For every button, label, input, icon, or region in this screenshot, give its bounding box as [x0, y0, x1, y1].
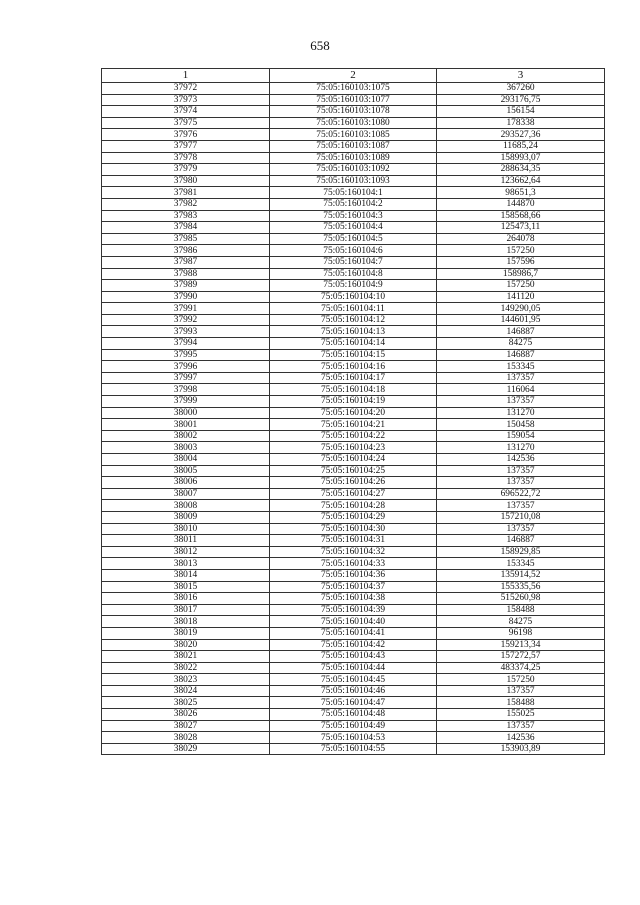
cadastral-number-cell: 75:05:160104:8: [270, 268, 437, 280]
table-row: [102, 245, 605, 257]
table-row: [102, 117, 605, 129]
table-row: [102, 627, 605, 639]
table-row: [102, 674, 605, 686]
value-cell: 158929,85: [437, 546, 605, 558]
row-number-cell: 38001: [102, 419, 270, 431]
row-number-cell: 38018: [102, 616, 270, 628]
value-cell: 135914,52: [437, 569, 605, 581]
row-number-cell: 38005: [102, 465, 270, 477]
row-number-cell: 37999: [102, 396, 270, 408]
table-row: [102, 175, 605, 187]
table-row: [102, 662, 605, 674]
value-cell: 141120: [437, 291, 605, 303]
table-row: [102, 419, 605, 431]
row-number-cell: 38022: [102, 662, 270, 674]
cadastral-number-cell: 75:05:160104:18: [270, 384, 437, 396]
value-cell: 157272,57: [437, 651, 605, 663]
value-cell: 483374,25: [437, 662, 605, 674]
value-cell: 137357: [437, 523, 605, 535]
cadastral-number-cell: 75:05:160104:1: [270, 187, 437, 199]
value-cell: 158568,66: [437, 210, 605, 222]
table-row: [102, 187, 605, 199]
cadastral-number-cell: 75:05:160104:21: [270, 419, 437, 431]
column-header-3: 3: [437, 69, 605, 83]
table-row: [102, 280, 605, 292]
table-row: [102, 430, 605, 442]
table-row: [102, 604, 605, 616]
table-row: [102, 164, 605, 176]
cadastral-number-cell: 75:05:160104:15: [270, 349, 437, 361]
cadastral-number-cell: 75:05:160104:9: [270, 280, 437, 292]
cadastral-number-cell: 75:05:160104:5: [270, 233, 437, 245]
cadastral-number-cell: 75:05:160104:16: [270, 361, 437, 373]
table-row: [102, 732, 605, 744]
table-row: [102, 94, 605, 106]
value-cell: 137357: [437, 720, 605, 732]
table-row: [102, 314, 605, 326]
row-number-cell: 38008: [102, 500, 270, 512]
table-row: [102, 454, 605, 466]
cadastral-number-cell: 75:05:160103:1078: [270, 106, 437, 118]
row-number-cell: 37972: [102, 83, 270, 95]
cadastral-number-cell: 75:05:160104:2: [270, 198, 437, 210]
row-number-cell: 38026: [102, 709, 270, 721]
row-number-cell: 38019: [102, 627, 270, 639]
value-cell: 146887: [437, 349, 605, 361]
cadastral-number-cell: 75:05:160104:44: [270, 662, 437, 674]
row-number-cell: 37996: [102, 361, 270, 373]
row-number-cell: 38024: [102, 685, 270, 697]
table-row: [102, 291, 605, 303]
row-number-cell: 38023: [102, 674, 270, 686]
table-header: [102, 69, 605, 83]
row-number-cell: 38014: [102, 569, 270, 581]
table-row: [102, 709, 605, 721]
row-number-cell: 38000: [102, 407, 270, 419]
value-cell: 137357: [437, 396, 605, 408]
table-row: [102, 477, 605, 489]
row-number-cell: 38012: [102, 546, 270, 558]
table-row: [102, 349, 605, 361]
table-row: [102, 129, 605, 141]
column-header-1: 1: [102, 69, 270, 83]
data-table: [101, 68, 605, 755]
table-row: [102, 222, 605, 234]
table-row: [102, 361, 605, 373]
value-cell: 137357: [437, 500, 605, 512]
value-cell: 149290,05: [437, 303, 605, 315]
header-row: [102, 69, 605, 83]
value-cell: 142536: [437, 454, 605, 466]
value-cell: 137357: [437, 465, 605, 477]
cadastral-number-cell: 75:05:160104:11: [270, 303, 437, 315]
value-cell: 98651,3: [437, 187, 605, 199]
table-row: [102, 106, 605, 118]
cadastral-number-cell: 75:05:160104:45: [270, 674, 437, 686]
row-number-cell: 38017: [102, 604, 270, 616]
row-number-cell: 37981: [102, 187, 270, 199]
row-number-cell: 37988: [102, 268, 270, 280]
value-cell: 157250: [437, 245, 605, 257]
row-number-cell: 38013: [102, 558, 270, 570]
row-number-cell: 38028: [102, 732, 270, 744]
row-number-cell: 37993: [102, 326, 270, 338]
row-number-cell: 37989: [102, 280, 270, 292]
value-cell: 144601,95: [437, 314, 605, 326]
row-number-cell: 37974: [102, 106, 270, 118]
cadastral-number-cell: 75:05:160104:48: [270, 709, 437, 721]
cadastral-number-cell: 75:05:160104:42: [270, 639, 437, 651]
value-cell: 696522,72: [437, 488, 605, 500]
cadastral-number-cell: 75:05:160104:41: [270, 627, 437, 639]
table-row: [102, 198, 605, 210]
cadastral-number-cell: 75:05:160103:1077: [270, 94, 437, 106]
value-cell: 142536: [437, 732, 605, 744]
cadastral-number-cell: 75:05:160104:40: [270, 616, 437, 628]
row-number-cell: 37982: [102, 198, 270, 210]
cadastral-number-cell: 75:05:160104:36: [270, 569, 437, 581]
cadastral-number-cell: 75:05:160103:1085: [270, 129, 437, 141]
table-row: [102, 465, 605, 477]
table-row: [102, 697, 605, 709]
row-number-cell: 37983: [102, 210, 270, 222]
row-number-cell: 37984: [102, 222, 270, 234]
cadastral-number-cell: 75:05:160104:14: [270, 338, 437, 350]
table-row: [102, 303, 605, 315]
table-row: [102, 256, 605, 268]
value-cell: 144870: [437, 198, 605, 210]
cadastral-number-cell: 75:05:160104:7: [270, 256, 437, 268]
table-row: [102, 511, 605, 523]
cadastral-number-cell: 75:05:160104:17: [270, 372, 437, 384]
cadastral-number-cell: 75:05:160104:55: [270, 743, 437, 755]
table-row: [102, 720, 605, 732]
row-number-cell: 37997: [102, 372, 270, 384]
row-number-cell: 38027: [102, 720, 270, 732]
table-row: [102, 569, 605, 581]
page-number: 658: [310, 38, 330, 53]
value-cell: 155025: [437, 709, 605, 721]
row-number-cell: 37976: [102, 129, 270, 141]
row-number-cell: 37978: [102, 152, 270, 164]
value-cell: 153345: [437, 361, 605, 373]
value-cell: 150458: [437, 419, 605, 431]
table-row: [102, 488, 605, 500]
value-cell: 84275: [437, 338, 605, 350]
value-cell: 155335,56: [437, 581, 605, 593]
row-number-cell: 38007: [102, 488, 270, 500]
row-number-cell: 38015: [102, 581, 270, 593]
table-row: [102, 651, 605, 663]
cadastral-number-cell: 75:05:160103:1092: [270, 164, 437, 176]
row-number-cell: 38002: [102, 430, 270, 442]
table-row: [102, 581, 605, 593]
table-row: [102, 396, 605, 408]
row-number-cell: 38020: [102, 639, 270, 651]
value-cell: 131270: [437, 407, 605, 419]
table-row: [102, 338, 605, 350]
cadastral-number-cell: 75:05:160104:53: [270, 732, 437, 744]
value-cell: 157250: [437, 674, 605, 686]
cadastral-number-cell: 75:05:160103:1089: [270, 152, 437, 164]
cadastral-number-cell: 75:05:160104:49: [270, 720, 437, 732]
value-cell: 153903,89: [437, 743, 605, 755]
table-row: [102, 639, 605, 651]
value-cell: 159054: [437, 430, 605, 442]
value-cell: 264078: [437, 233, 605, 245]
table-row: [102, 523, 605, 535]
row-number-cell: 37980: [102, 175, 270, 187]
cadastral-number-cell: 75:05:160104:31: [270, 535, 437, 547]
cadastral-number-cell: 75:05:160103:1087: [270, 140, 437, 152]
cadastral-number-cell: 75:05:160104:33: [270, 558, 437, 570]
table-row: [102, 140, 605, 152]
cadastral-number-cell: 75:05:160103:1093: [270, 175, 437, 187]
cadastral-number-cell: 75:05:160103:1075: [270, 83, 437, 95]
cadastral-number-cell: 75:05:160104:3: [270, 210, 437, 222]
value-cell: 367260: [437, 83, 605, 95]
value-cell: 293527,36: [437, 129, 605, 141]
row-number-cell: 37979: [102, 164, 270, 176]
cadastral-number-cell: 75:05:160104:19: [270, 396, 437, 408]
table-row: [102, 535, 605, 547]
value-cell: 157210,08: [437, 511, 605, 523]
table-row: [102, 546, 605, 558]
cadastral-number-cell: 75:05:160104:38: [270, 593, 437, 605]
table-row: [102, 442, 605, 454]
row-number-cell: 38009: [102, 511, 270, 523]
value-cell: 515260,98: [437, 593, 605, 605]
cadastral-number-cell: 75:05:160104:6: [270, 245, 437, 257]
value-cell: 137357: [437, 477, 605, 489]
cadastral-number-cell: 75:05:160104:24: [270, 454, 437, 466]
cadastral-number-cell: 75:05:160104:27: [270, 488, 437, 500]
value-cell: 153345: [437, 558, 605, 570]
cadastral-number-cell: 75:05:160104:25: [270, 465, 437, 477]
row-number-cell: 37994: [102, 338, 270, 350]
value-cell: 158488: [437, 697, 605, 709]
value-cell: 159213,34: [437, 639, 605, 651]
cadastral-number-cell: 75:05:160104:23: [270, 442, 437, 454]
column-header-2: 2: [270, 69, 437, 83]
value-cell: 137357: [437, 372, 605, 384]
cadastral-number-cell: 75:05:160104:4: [270, 222, 437, 234]
cadastral-number-cell: 75:05:160103:1080: [270, 117, 437, 129]
cadastral-number-cell: 75:05:160104:10: [270, 291, 437, 303]
cadastral-number-cell: 75:05:160104:20: [270, 407, 437, 419]
table-row: [102, 593, 605, 605]
row-number-cell: 37992: [102, 314, 270, 326]
cadastral-number-cell: 75:05:160104:32: [270, 546, 437, 558]
cadastral-number-cell: 75:05:160104:37: [270, 581, 437, 593]
row-number-cell: 38025: [102, 697, 270, 709]
row-number-cell: 37977: [102, 140, 270, 152]
value-cell: 288634,35: [437, 164, 605, 176]
cadastral-number-cell: 75:05:160104:29: [270, 511, 437, 523]
table-row: [102, 616, 605, 628]
value-cell: 125473,11: [437, 222, 605, 234]
table-row: [102, 372, 605, 384]
value-cell: 158993,07: [437, 152, 605, 164]
table-row: [102, 407, 605, 419]
row-number-cell: 38016: [102, 593, 270, 605]
cadastral-number-cell: 75:05:160104:26: [270, 477, 437, 489]
table-row: [102, 83, 605, 95]
value-cell: 11685,24: [437, 140, 605, 152]
table-row: [102, 268, 605, 280]
row-number-cell: 38010: [102, 523, 270, 535]
value-cell: 131270: [437, 442, 605, 454]
table-row: [102, 210, 605, 222]
table-body: [102, 83, 605, 755]
value-cell: 157250: [437, 280, 605, 292]
cadastral-number-cell: 75:05:160104:47: [270, 697, 437, 709]
row-number-cell: 37973: [102, 94, 270, 106]
cadastral-number-cell: 75:05:160104:39: [270, 604, 437, 616]
row-number-cell: 37995: [102, 349, 270, 361]
value-cell: 158488: [437, 604, 605, 616]
table-row: [102, 558, 605, 570]
row-number-cell: 37991: [102, 303, 270, 315]
table-row: [102, 743, 605, 755]
row-number-cell: 37990: [102, 291, 270, 303]
cadastral-number-cell: 75:05:160104:46: [270, 685, 437, 697]
value-cell: 96198: [437, 627, 605, 639]
value-cell: 156154: [437, 106, 605, 118]
value-cell: 178338: [437, 117, 605, 129]
row-number-cell: 38004: [102, 454, 270, 466]
cadastral-number-cell: 75:05:160104:22: [270, 430, 437, 442]
value-cell: 146887: [437, 535, 605, 547]
row-number-cell: 37975: [102, 117, 270, 129]
row-number-cell: 38006: [102, 477, 270, 489]
value-cell: 157596: [437, 256, 605, 268]
row-number-cell: 37985: [102, 233, 270, 245]
value-cell: 137357: [437, 685, 605, 697]
row-number-cell: 38003: [102, 442, 270, 454]
row-number-cell: 38021: [102, 651, 270, 663]
row-number-cell: 37998: [102, 384, 270, 396]
row-number-cell: 38029: [102, 743, 270, 755]
value-cell: 158986,7: [437, 268, 605, 280]
cadastral-number-cell: 75:05:160104:13: [270, 326, 437, 338]
row-number-cell: 37987: [102, 256, 270, 268]
table-row: [102, 233, 605, 245]
value-cell: 84275: [437, 616, 605, 628]
table-row: [102, 384, 605, 396]
cadastral-number-cell: 75:05:160104:43: [270, 651, 437, 663]
table-row: [102, 500, 605, 512]
cadastral-number-cell: 75:05:160104:28: [270, 500, 437, 512]
value-cell: 123662,64: [437, 175, 605, 187]
row-number-cell: 37986: [102, 245, 270, 257]
cadastral-number-cell: 75:05:160104:12: [270, 314, 437, 326]
table-row: [102, 326, 605, 338]
row-number-cell: 38011: [102, 535, 270, 547]
table-row: [102, 685, 605, 697]
value-cell: 116064: [437, 384, 605, 396]
cadastral-number-cell: 75:05:160104:30: [270, 523, 437, 535]
table-row: [102, 152, 605, 164]
value-cell: 146887: [437, 326, 605, 338]
value-cell: 293176,75: [437, 94, 605, 106]
